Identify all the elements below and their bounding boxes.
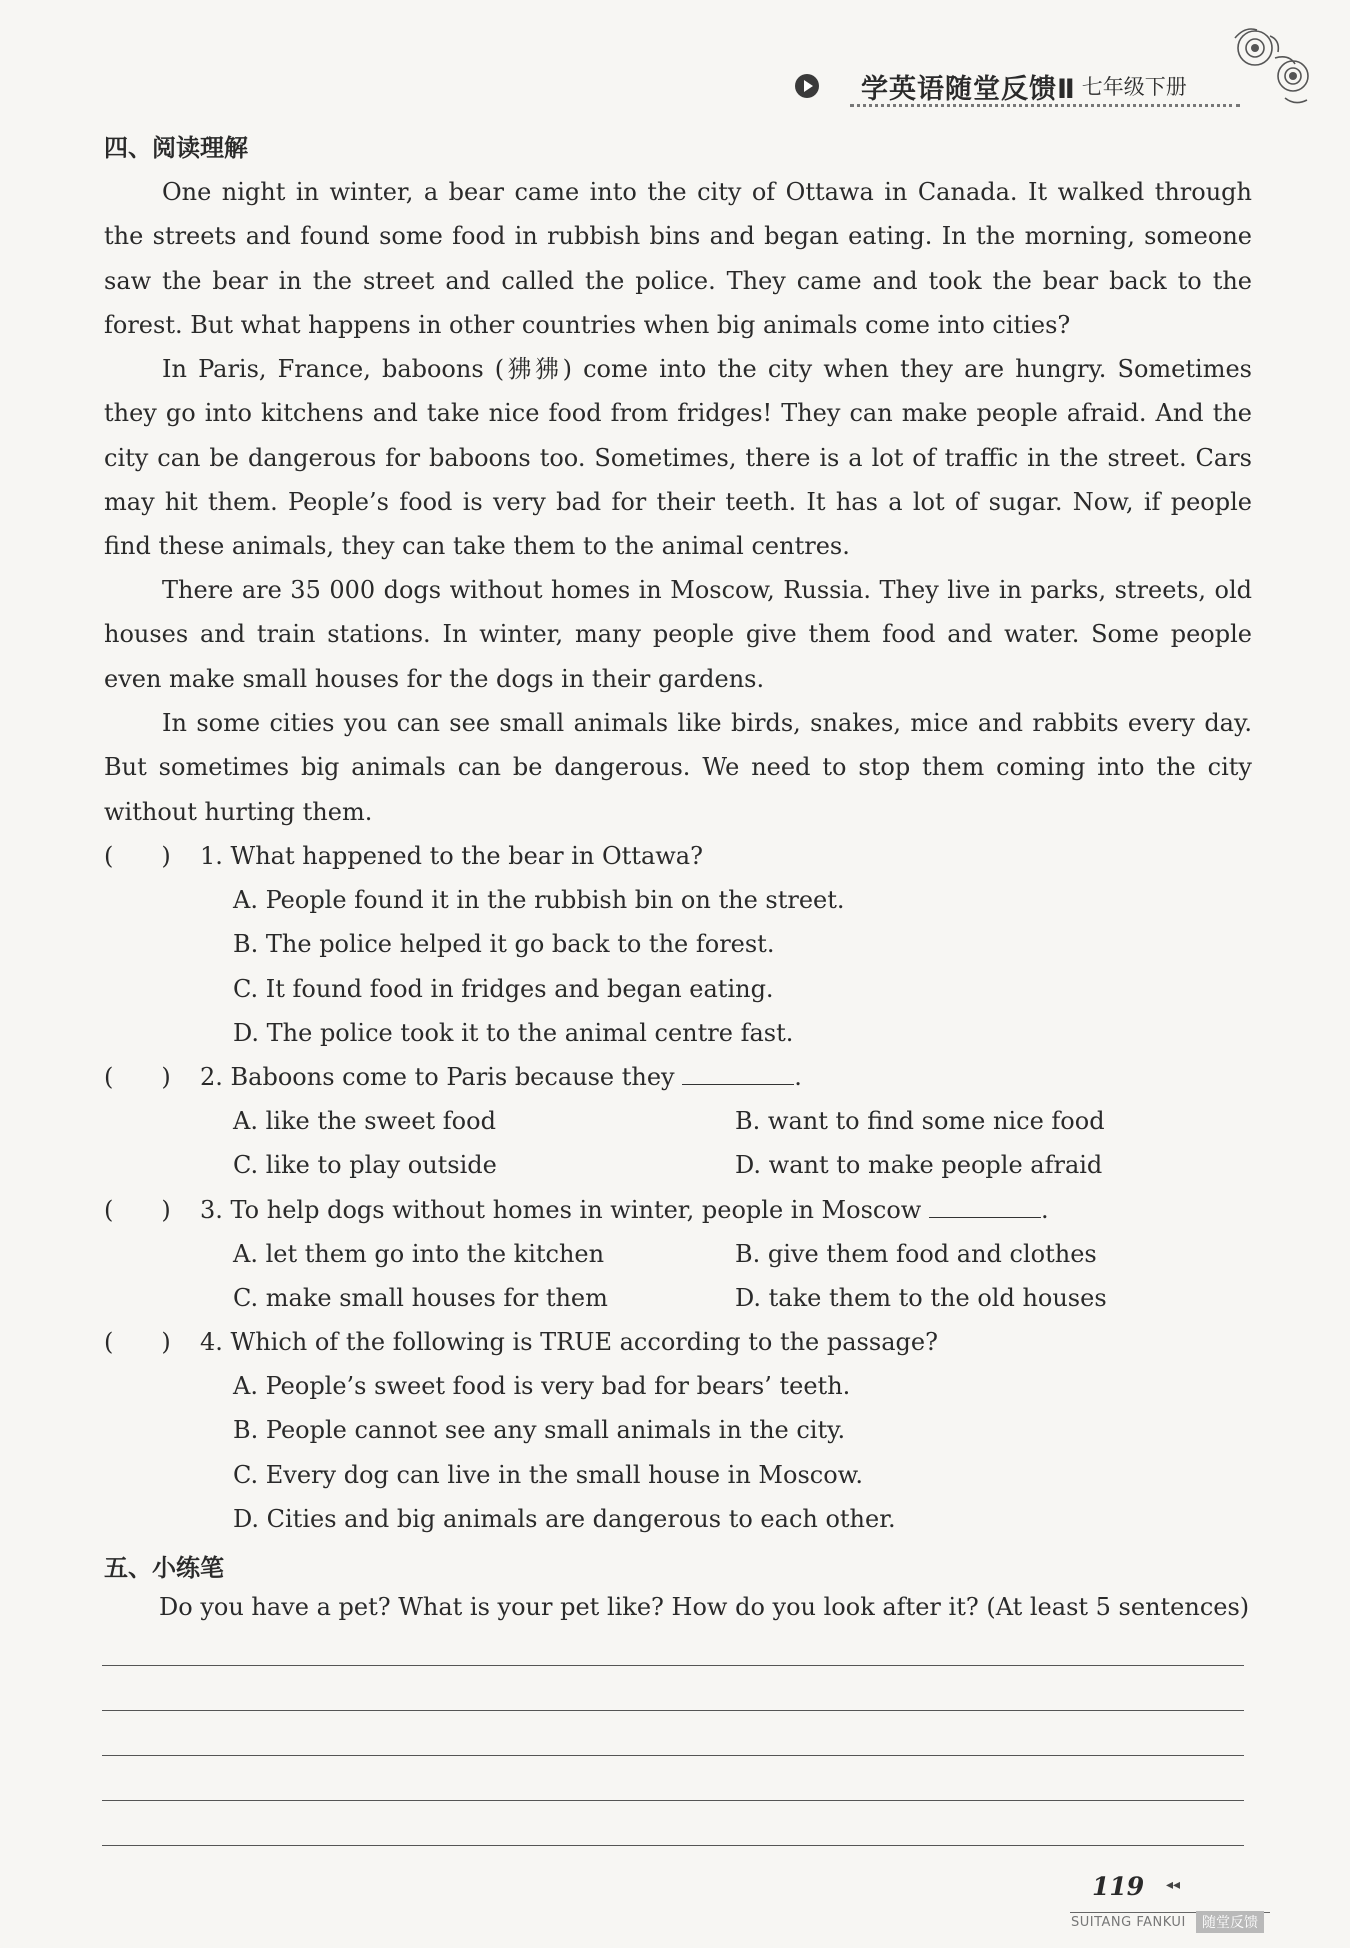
arrow-left-icon: ◂◂ <box>1166 1877 1181 1893</box>
play-icon <box>795 74 819 98</box>
question-2 <box>104 1055 802 1099</box>
passage-paragraph: There are 35 000 dogs without homes in Moscow, Russia. They live in parks, streets, old houses and train stations. In winter, many people give them food and water. Some people even make small houses for the dogs in their gardens. <box>104 576 1252 693</box>
page-header <box>795 62 1235 110</box>
option: A. People found it in the rubbish bin on the street. <box>233 886 845 914</box>
writing-line[interactable] <box>102 1755 1244 1756</box>
passage-paragraph: One night in winter, a bear came into the city of Ottawa in Canada. It walked through the streets and found some food in rubbish bins and began eating. In the morning, someone saw the bear in the street and called the police. They came and took the bear back to the forest. But what happens in other countries when big animals come into cities? <box>104 178 1252 339</box>
option: C. Every dog can live in the small house in Moscow. <box>233 1461 863 1489</box>
question-text: 2. Baboons come to Paris because they <box>200 1063 675 1091</box>
option: B. give them food and clothes <box>735 1240 1097 1268</box>
header-divider <box>850 104 1240 107</box>
answer-bracket[interactable]: ( ) <box>104 1328 171 1356</box>
answer-blank[interactable] <box>682 1058 794 1085</box>
page-number: 119 <box>1092 1872 1145 1901</box>
question-text: 4. Which of the following is TRUE according to the passage? <box>200 1328 938 1356</box>
writing-line[interactable] <box>102 1710 1244 1711</box>
option: A. like the sweet food <box>233 1107 496 1135</box>
option: C. It found food in fridges and began eating. <box>233 975 774 1003</box>
question-text: 3. To help dogs without homes in winter, people in Moscow <box>200 1196 922 1224</box>
section-heading-writing: 五、小练笔 <box>104 1554 224 1582</box>
option: D. Cities and big animals are dangerous to each other. <box>233 1505 896 1533</box>
passage-paragraph: In some cities you can see small animals like birds, snakes, mice and rabbits every day. But sometimes big animals can be dangerous. We need to stop them coming into the city without hurting them. <box>104 709 1252 826</box>
question-4 <box>104 1320 938 1364</box>
question-3 <box>104 1188 1049 1232</box>
option: A. People’s sweet food is very bad for bears’ teeth. <box>233 1372 851 1400</box>
option: B. want to find some nice food <box>735 1107 1105 1135</box>
answer-bracket[interactable]: ( ) <box>104 1063 171 1091</box>
passage-paragraph: In Paris, France, baboons (狒狒) come into the city when they are hungry. Sometimes they go into kitchens and take nice food from fridges! They can make people afraid. And the city can be dangerous for baboons too. Sometimes, there is a lot of traffic in the street. Cars may hit them. People’s food is very bad for their teeth. It has a lot of sugar. Now, if people find these animals, they can take them to the animal centres. <box>104 355 1252 561</box>
answer-blank[interactable] <box>929 1191 1041 1218</box>
writing-prompt: Do you have a pet? What is your pet like? How do you look after it? (At least 5 sentences) <box>159 1593 1250 1621</box>
option: D. take them to the old houses <box>735 1284 1107 1312</box>
option: B. The police helped it go back to the forest. <box>233 930 775 958</box>
question-end: . <box>794 1063 802 1091</box>
option: D. The police took it to the animal centre fast. <box>233 1019 794 1047</box>
footer-latin-text: SUITANG FANKUI <box>1071 1915 1186 1930</box>
question-1 <box>104 834 703 878</box>
question-end: . <box>1040 1196 1049 1224</box>
writing-line[interactable] <box>102 1845 1244 1846</box>
option: C. make small houses for them <box>233 1284 608 1312</box>
option: D. want to make people afraid <box>735 1151 1103 1179</box>
option: A. let them go into the kitchen <box>233 1240 605 1268</box>
option: B. People cannot see any small animals in the city. <box>233 1416 846 1444</box>
writing-line[interactable] <box>102 1665 1244 1666</box>
flower-decoration-icon <box>1215 18 1325 128</box>
answer-bracket[interactable]: ( ) <box>104 842 171 870</box>
book-subtitle: 七年级下册 <box>1081 75 1187 99</box>
option: C. like to play outside <box>233 1151 497 1179</box>
section-heading-reading: 四、阅读理解 <box>104 134 248 162</box>
question-text: 1. What happened to the bear in Ottawa? <box>200 842 703 870</box>
book-title: 学英语随堂反馈Ⅱ <box>861 73 1076 105</box>
footer-brand-badge: 随堂反馈 <box>1196 1911 1264 1933</box>
answer-bracket[interactable]: ( ) <box>104 1196 171 1224</box>
writing-line[interactable] <box>102 1800 1244 1801</box>
